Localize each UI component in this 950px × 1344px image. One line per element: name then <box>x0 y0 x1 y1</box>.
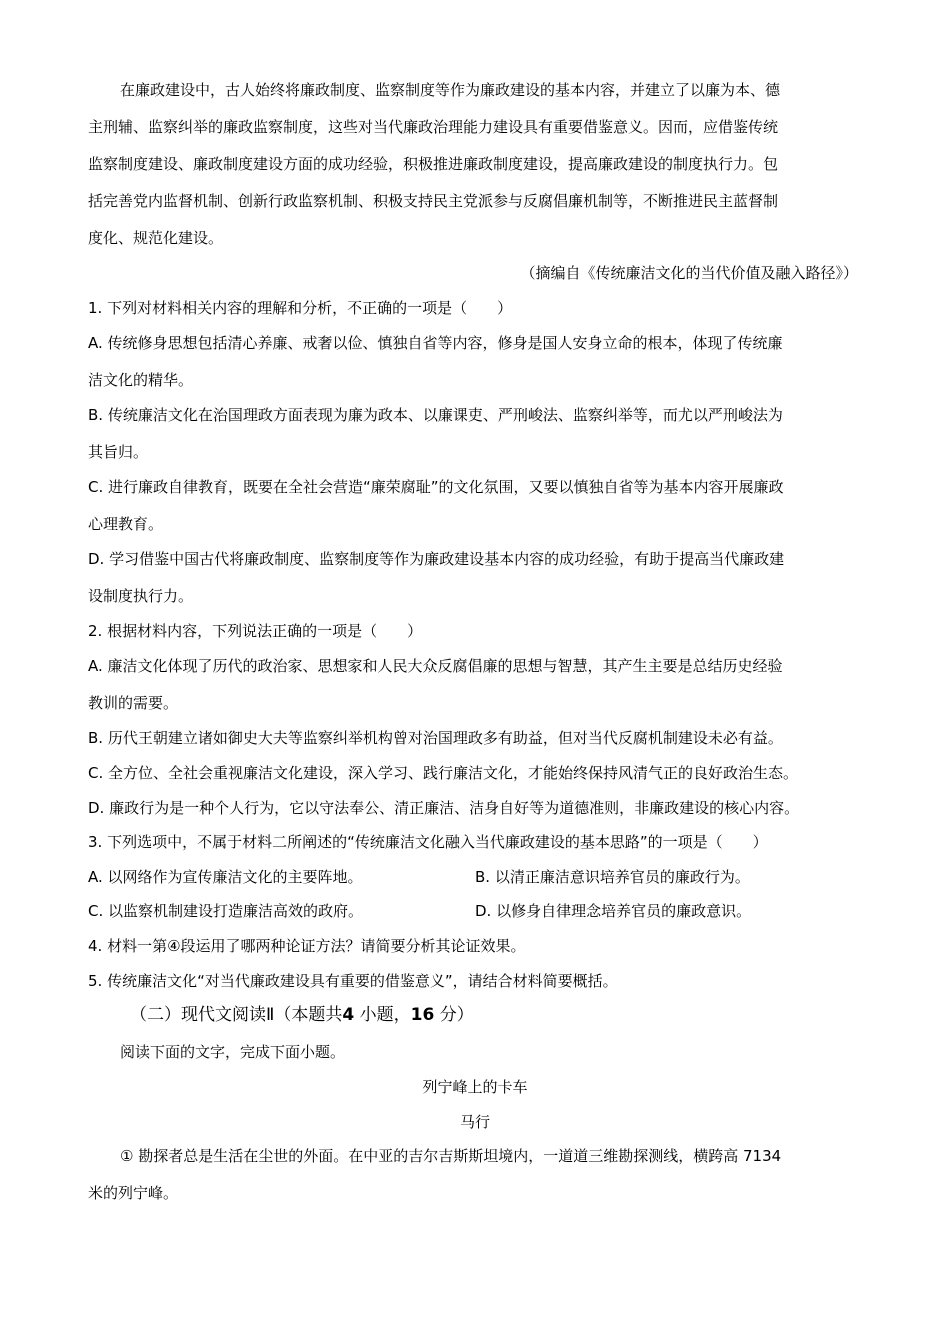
article-author: 马行 <box>459 1113 490 1131</box>
q1-option-a: A. 传统修身思想包括清心养廉、戒奢以俭、慎独自省等内容，修身是国人安身立命的根本，体现了传统廉 <box>88 334 783 352</box>
question-1-stem: 1. 下列对材料相关内容的理解和分析，不正确的一项是（ ） <box>88 299 513 317</box>
q2-option-d: D. 廉政行为是一种个人行为，它以守法奉公、清正廉洁、洁身自好等为道德准则，非廉政建设的核心内容。 <box>88 799 800 817</box>
passage-source: （摘编自《传统廉洁文化的当代价值及融入路径》） <box>520 264 858 282</box>
q1-option-c: C. 进行廉政自律教育，既要在全社会营造“廉荣腐耻”的文化氛围，又要以慎独自省等为基本内容开展廉政 <box>88 478 784 496</box>
passage-line: 监察制度建设、廉政制度建设方面的成功经验，积极推进廉政制度建设，提高廉政建设的制度执行力。包 <box>88 155 779 173</box>
q2-option-c: C. 全方位、全社会重视廉洁文化建设，深入学习、践行廉洁文化，才能始终保持风清气正的良好政治生态。 <box>88 764 799 782</box>
question-4: 4. 材料一第④段运用了哪两种论证方法？请简要分析其论证效果。 <box>88 937 526 955</box>
article-title: 列宁峰上的卡车 <box>422 1078 528 1096</box>
q3-option-d: D. 以修身自律理念培养官员的廉政意识。 <box>475 902 752 920</box>
q3-option-c: C. 以监察机制建设打造廉洁高效的政府。 <box>88 902 364 920</box>
q3-option-a: A. 以网络作为宣传廉洁文化的主要阵地。 <box>88 868 363 886</box>
passage-line: 括完善党内监督机制、创新行政监察机制、积极支持民主党派参与反腐倡廉机制等，不断推进民主蓝督制 <box>88 192 779 210</box>
q1-option-c-cont: 心理教育。 <box>88 515 164 533</box>
q1-option-b-cont: 其旨归。 <box>88 443 149 461</box>
q1-option-a-cont: 洁文化的精华。 <box>88 371 194 389</box>
q2-option-a: A. 廉洁文化体现了历代的政治家、思想家和人民大众反腐倡廉的思想与智慧，其产生主要是总结历史经验 <box>88 657 783 675</box>
passage-line: 主刑辅、监察纠举的廉政监察制度，这些对当代廉政治理能力建设具有重要借鉴意义。因而，应借鉴传统 <box>88 118 779 136</box>
q2-option-b: B. 历代王朝建立诸如御史大夫等监察纠举机构曾对治国理政多有助益，但对当代反腐机制建设未必有益。 <box>88 729 783 747</box>
passage-line: 度化、规范化建设。 <box>88 229 224 247</box>
q2-option-a-cont: 教训的需要。 <box>88 694 179 712</box>
passage-line: 在廉政建设中，古人始终将廉政制度、监察制度等作为廉政建设的基本内容，并建立了以廉为本、德 <box>120 81 781 99</box>
article-paragraph: ① 勘探者总是生活在尘世的外面。在中亚的吉尔吉斯斯坦境内，一道道三维勘探测线，横跨高 7134 <box>120 1147 782 1165</box>
q1-option-d: D. 学习借鉴中国古代将廉政制度、监察制度等作为廉政建设基本内容的成功经验，有助于提高当代廉政建 <box>88 550 785 568</box>
question-5: 5. 传统廉洁文化“对当代廉政建设具有重要的借鉴意义”，请结合材料简要概括。 <box>88 972 618 990</box>
question-2-stem: 2. 根据材料内容，下列说法正确的一项是（ ） <box>88 622 423 640</box>
reading-instruction: 阅读下面的文字，完成下面小题。 <box>120 1043 346 1061</box>
section-heading: （二）现代文阅读Ⅱ（本题共4 小题，16 分） <box>130 1005 474 1025</box>
q1-option-b: B. 传统廉洁文化在治国理政方面表现为廉为政本、以廉课吏、严刑峻法、监察纠举等，而尤以严刑峻法为 <box>88 406 783 424</box>
q3-option-b: B. 以清正廉洁意识培养官员的廉政行为。 <box>475 868 750 886</box>
article-paragraph-cont: 米的列宁峰。 <box>88 1184 179 1202</box>
question-3-stem: 3. 下列选项中，不属于材料二所阐述的“传统廉洁文化融入当代廉政建设的基本思路”的一项是（ ） <box>88 833 768 851</box>
q1-option-d-cont: 设制度执行力。 <box>88 587 194 605</box>
